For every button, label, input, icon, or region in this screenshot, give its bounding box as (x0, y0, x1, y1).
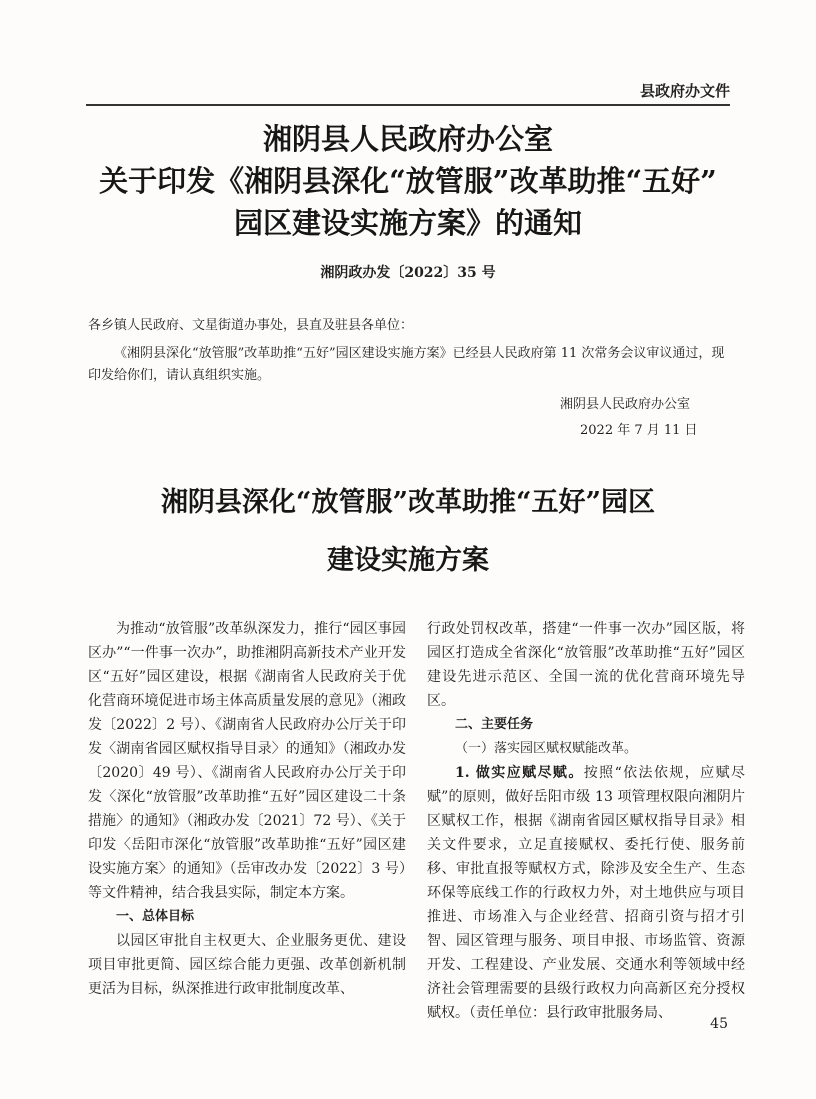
notice-title-line: 园区建设实施方案》的通知 (233, 206, 582, 240)
item-lead: 1. 做实应赋尽赋。 (455, 765, 584, 781)
section-heading: 二、主要任务 (455, 717, 534, 732)
header-divider (86, 104, 730, 106)
signer: 湘阴县人民政府办公室 (560, 397, 691, 412)
addressee: 各乡镇人民政府、文星街道办事处，县直及驻县各单位： (88, 318, 414, 333)
notice-body: 《湘阴县深化“放管服”改革助推“五好”园区建设实施方案》已经县人民政府第 11 次常务会议审议通过，现印发给你们，请认真组织实施。 (88, 346, 725, 383)
subsection-heading: （一）落实园区赋权赋能改革。 (455, 741, 638, 756)
plan-title-line: 建设实施方案 (327, 545, 489, 576)
page-number: 45 (710, 1016, 728, 1032)
item-paragraph (427, 761, 745, 1025)
plan-title-line: 湘阴县深化“放管服”改革助推“五好”园区 (160, 487, 656, 518)
notice-title-line: 湘阴县人民政府办公室 (262, 122, 553, 156)
intro-paragraph: 为推动“放管服”改革纵深发力，推行“园区事园区办”“一件事一次办”，助推湘阴高新技术产业开发区“五好”园区建设，根据《湖南省人民政府关于优化营商环境促进市场主体高质量发展的意见》（湘政发〔2022〕2 号）、《湖南省人民政府办公厅关于印发〈湖南省园区赋权指导目录〉的通知》（湘政办发〔2020〕49 号）、《湖南省人民政府办公厅关于印发〈深化“放管服”改革助推“五好”园区建设二十条措施〉的通知》（湘政办发〔2021〕72 号）、《关于印发〈岳阳市深化“放管服”改革助推“五好”园区建设实施方案〉的通知》（岳审改办发〔2022〕3 号）等文件精神，结合我县实际，制定本方案。 (88, 621, 406, 901)
notice-title (86, 118, 730, 244)
document-number: 湘阴政办发〔2022〕35 号 (320, 265, 496, 281)
notice-title-line: 关于印发《湘阴县深化“放管服”改革助推“五好” (99, 164, 717, 198)
section-heading: 一、总体目标 (116, 909, 195, 924)
left-column (88, 617, 406, 1001)
issue-date: 2022 年 7 月 11 日 (580, 423, 698, 438)
section-paragraph-continued: 行政处罚权改革，搭建“一件事一次办”园区版，将园区打造成全省深化“放管服”改革助推“五好”园区建设先进示范区、全国一流的优化营商环境先导区。 (427, 621, 745, 709)
item-body: 按照“依法依规，应赋尽赋”的原则，做好岳阳市级 13 项管理权限向湘阴片区赋权工作，根据《湖南省园区赋权指导目录》相关文件要求，立足直接赋权、委托行使、服务前移、审批直报等赋权方式，除涉及安全生产、生态环保等底线工作的行政权力外，对土地供应与项目推进、市场准入与企业经营、招商引资与招才引智、园区管理与服务、项目申报、市场监管、资源开发、工程建设、产业发展、交通水利等领域中经济社会管理需要的县级行政权力向高新区充分授权赋权。（责任单位：县行政审批服务局、 (427, 765, 745, 1021)
signature-block (560, 392, 698, 444)
right-column (427, 617, 745, 1025)
section-paragraph: 以园区审批自主权更大、企业服务更优、建设项目审批更简、园区综合能力更强、改革创新机制更活为目标，纵深推进行政审批制度改革、 (88, 933, 406, 997)
plan-title (86, 474, 730, 590)
header-label: 县政府办文件 (639, 82, 730, 100)
